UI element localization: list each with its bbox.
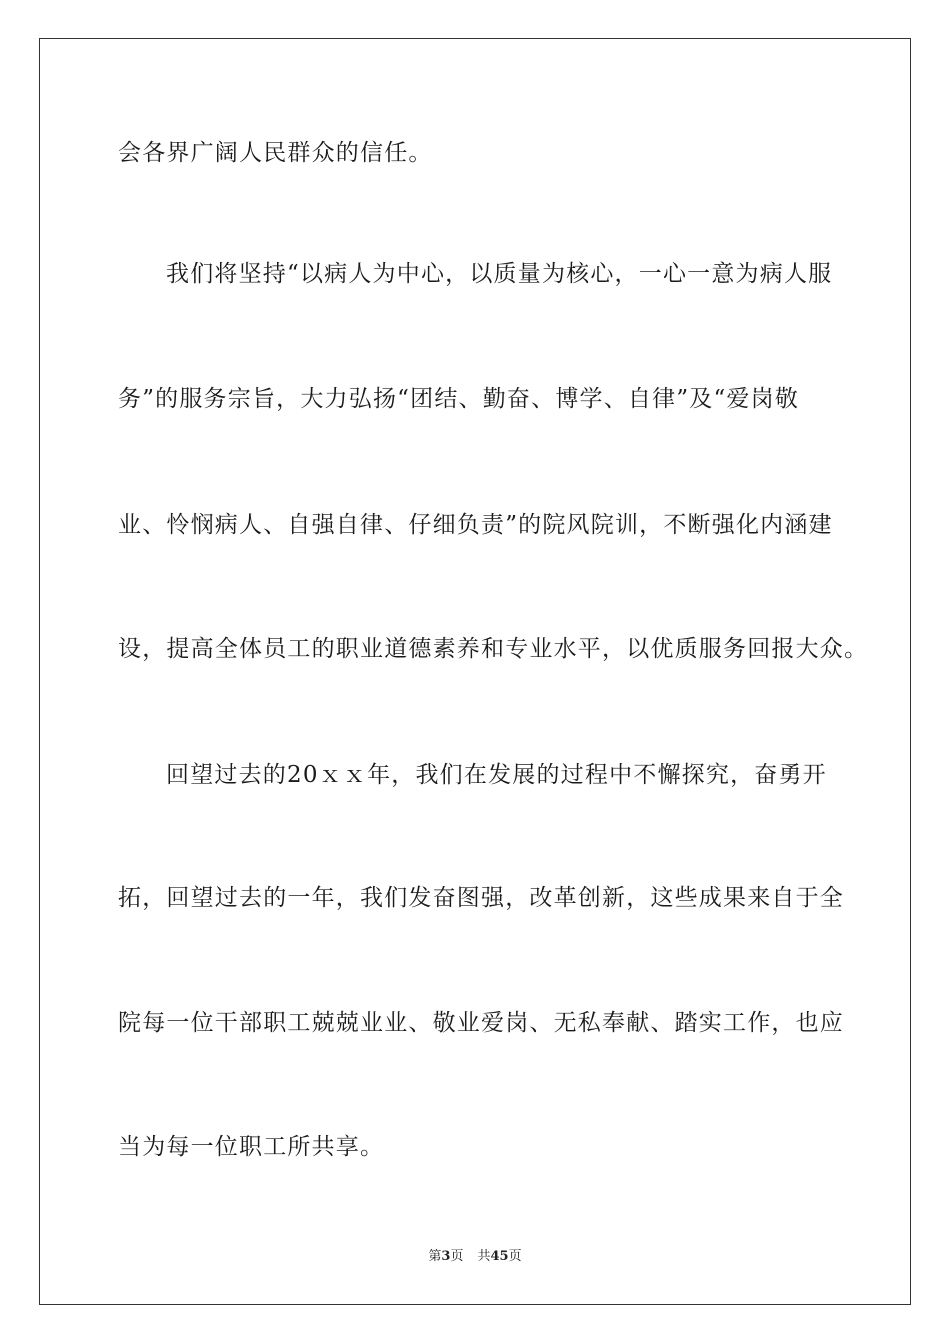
total-prefix: 共 [477,1249,491,1264]
page-border [39,38,911,1305]
body-text-line-7: 拓，回望过去的一年，我们发奋图强，改革创新，这些成果来自于全 [118,885,844,911]
body-text-line-2: 我们将坚持“以病人为中心，以质量为核心，一心一意为病人服 [166,261,833,287]
page-prefix: 第 [428,1249,442,1264]
body-text-line-3: 务”的服务宗旨，大力弘扬“团结、勤奋、博学、自律”及“爱岗敬 [118,386,800,412]
body-text-line-9: 当为每一位职工所共享。 [118,1134,385,1160]
body-text-line-1: 会各界广阔人民群众的信任。 [118,140,433,166]
page-footer [0,1248,950,1266]
total-pages: 45 [490,1249,509,1264]
body-text-line-5: 设，提高全体员工的职业道德素养和专业水平，以优质服务回报大众。 [118,636,869,662]
body-text-line-8: 院每一位干部职工兢兢业业、敬业爱岗、无私奉献、踏实工作，也应 [118,1010,844,1036]
total-suffix: 页 [508,1249,522,1264]
body-text-line-4: 业、怜悯病人、自强自律、仔细负责”的院风院训，不断强化内涵建 [118,512,833,538]
page-number: 3 [441,1249,451,1264]
page-suffix: 页 [450,1249,464,1264]
body-text-line-6: 回望过去的20ｘｘ年，我们在发展的过程中不懈探究，奋勇开 [166,762,827,788]
